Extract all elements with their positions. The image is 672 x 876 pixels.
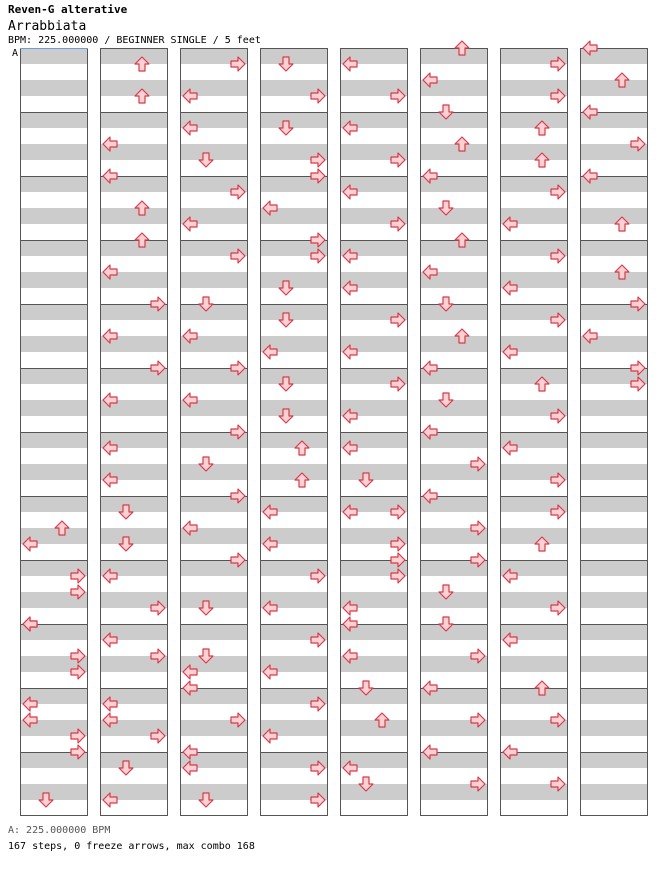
measure <box>20 432 88 496</box>
measure <box>20 112 88 176</box>
measure <box>420 112 488 176</box>
bpm-summary: A: 225.000000 BPM <box>8 825 111 836</box>
bpm-change-marker-line <box>20 48 88 49</box>
measure <box>20 48 88 112</box>
measure <box>20 368 88 432</box>
measure <box>340 688 408 752</box>
measure <box>500 112 568 176</box>
measure <box>580 48 648 112</box>
measure <box>260 432 328 496</box>
step-stats: 167 steps, 0 freeze arrows, max combo 168 <box>8 841 255 852</box>
measure <box>580 240 648 304</box>
measure <box>580 176 648 240</box>
measure <box>20 304 88 368</box>
chart-column <box>420 41 488 816</box>
chart-column <box>180 48 248 816</box>
chart-column <box>100 48 168 816</box>
measure <box>580 432 648 496</box>
measure <box>100 496 168 560</box>
measure <box>100 48 168 112</box>
measure <box>580 624 648 688</box>
chart-info: BPM: 225.000000 / BEGINNER SINGLE / 5 feet <box>8 35 261 46</box>
chart-column <box>580 41 648 816</box>
measure <box>420 304 488 368</box>
chart-column <box>340 48 408 816</box>
measure <box>580 752 648 816</box>
measure <box>180 560 248 624</box>
measure <box>180 432 248 496</box>
measure <box>20 240 88 304</box>
chart-column <box>20 48 88 816</box>
bpm-change-marker-label: A <box>12 48 19 59</box>
chart-column <box>260 48 328 816</box>
measure <box>20 176 88 240</box>
measure <box>580 560 648 624</box>
measure <box>580 688 648 752</box>
measure <box>420 368 488 432</box>
measure <box>580 496 648 560</box>
measure <box>260 368 328 432</box>
measure <box>420 176 488 240</box>
measure <box>100 176 168 240</box>
chart-title: Reven-G alterative <box>8 3 128 16</box>
song-name: Arrabbiata <box>8 19 87 34</box>
measure <box>420 560 488 624</box>
measure <box>20 752 88 816</box>
chart-column <box>500 48 568 816</box>
